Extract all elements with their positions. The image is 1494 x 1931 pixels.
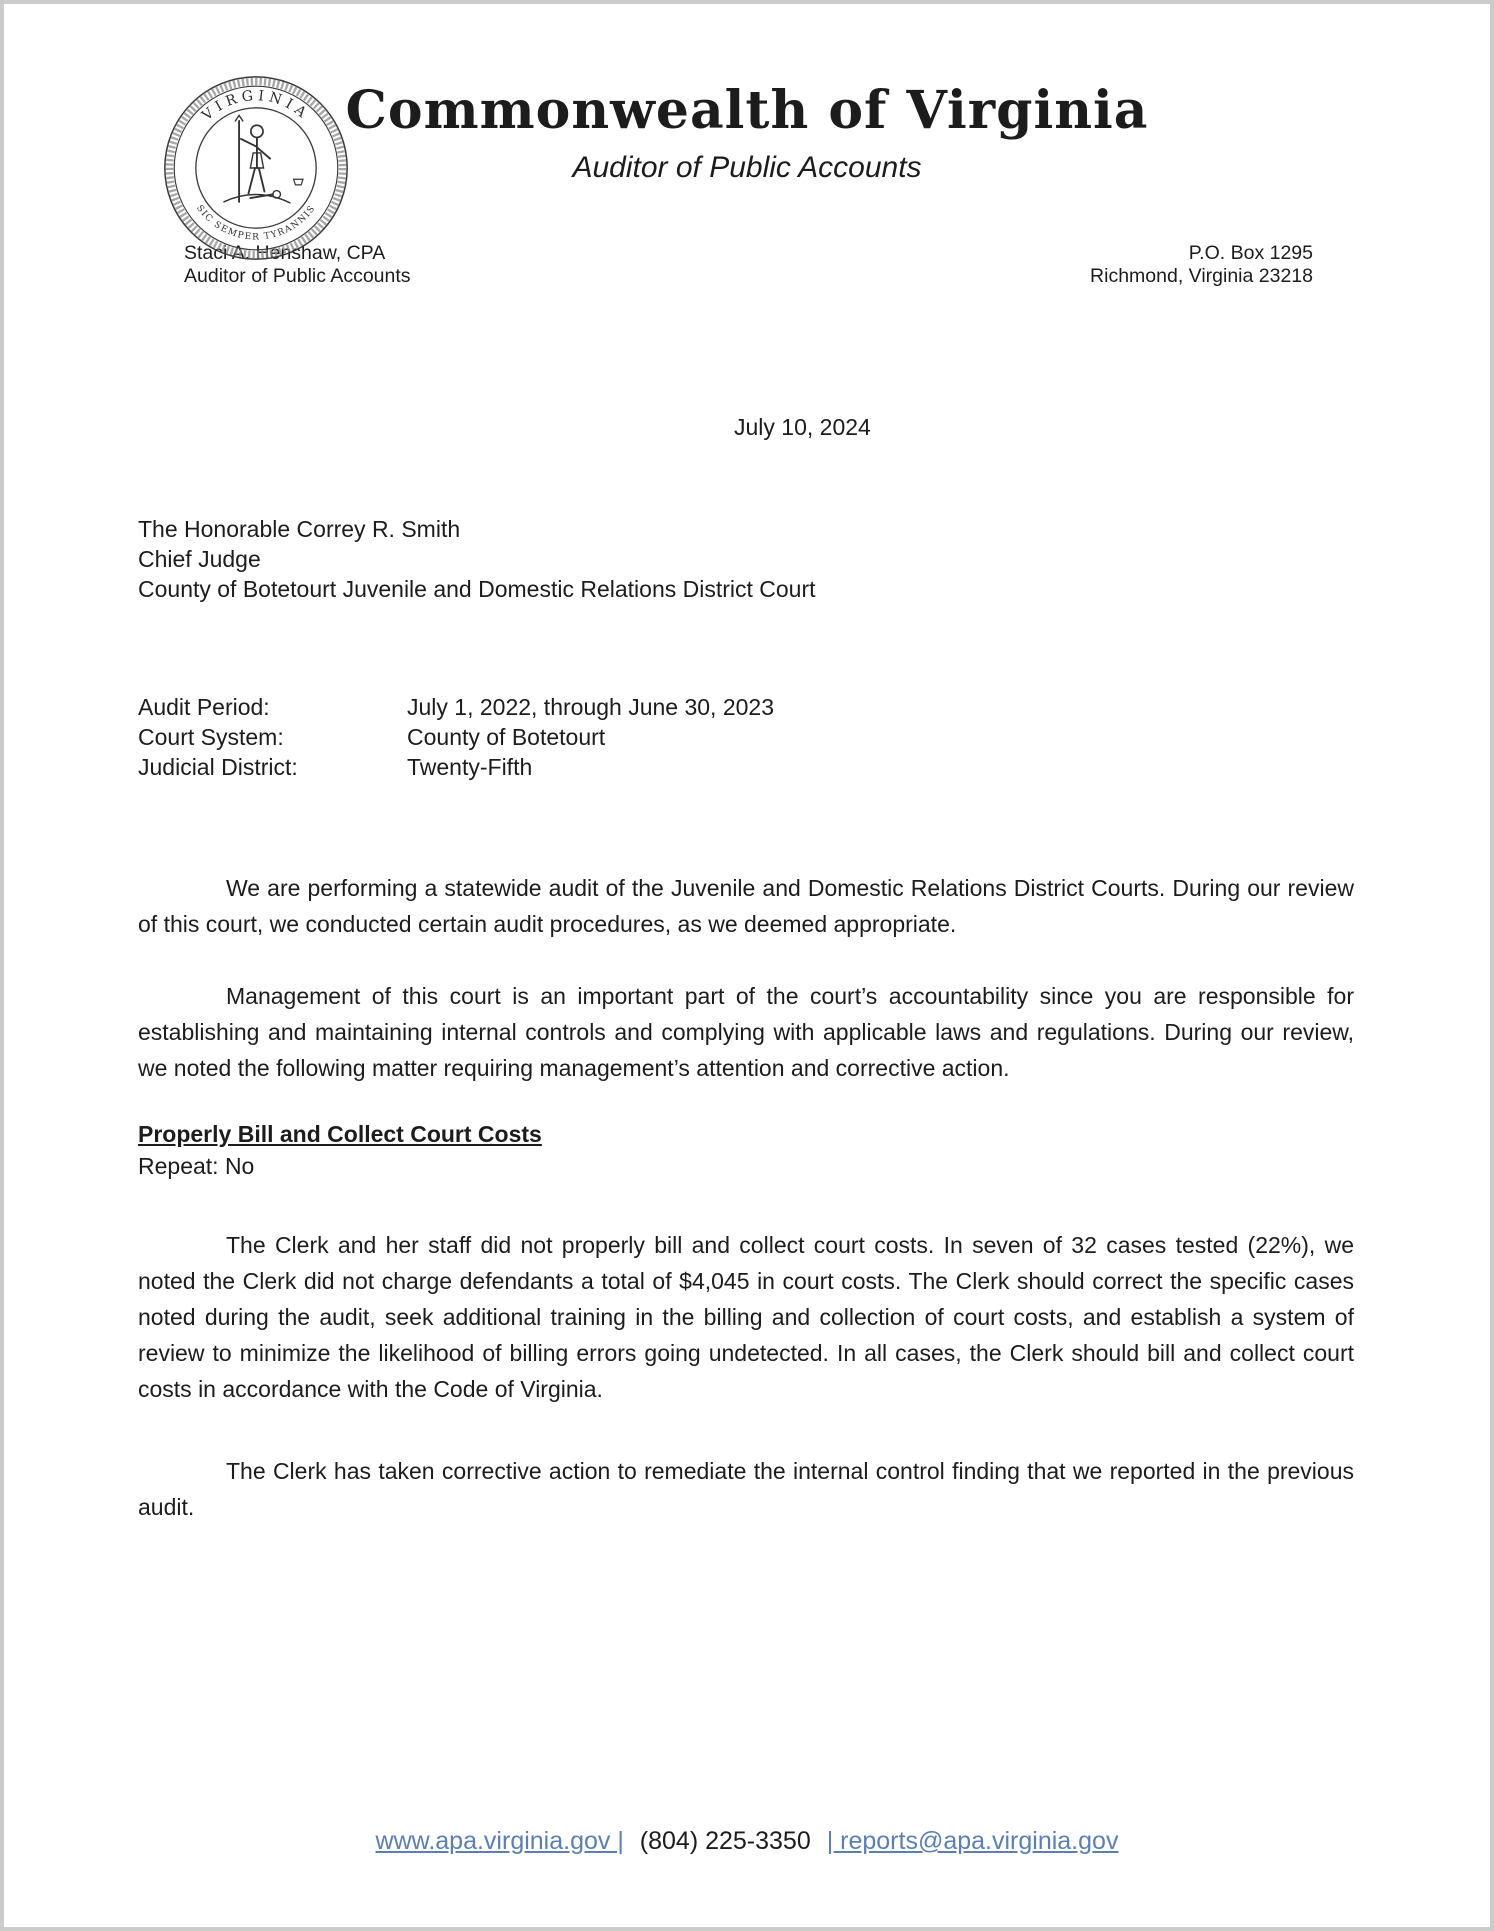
detail-value: County of Botetourt (407, 723, 606, 750)
seal-bottom-text: SIC SEMPER TYRANNIS (194, 203, 318, 243)
paragraph-finding-detail: The Clerk and her staff did not properly bill and collect court costs. In seven of 32 cases tested (22%), we noted the Clerk did not charge defendants a total of $4,045 in court costs. The Clerk should correct the specific cases noted during the audit, seek additional training in the billing and collection of court costs, and establish a system of review to minimize the likelihood of billing errors going undetected. In all cases, the Clerk should bill and collect court costs in accordance with the Code of Virginia. (138, 1231, 1354, 1402)
detail-value: July 1, 2022, through June 30, 2023 (407, 693, 775, 720)
seal-virtus-figure (224, 115, 303, 202)
finding-repeat: Repeat: No (138, 1152, 255, 1179)
detail-row-audit-period (138, 692, 1354, 722)
recipient-title: Chief Judge (138, 545, 261, 572)
recipient-block (138, 514, 1354, 604)
detail-label: Judicial District: (138, 753, 298, 780)
org-name: Commonwealth of Virginia (345, 80, 1149, 141)
detail-label: Audit Period: (138, 693, 270, 720)
seal-top-text: VIRGINIA (199, 87, 313, 124)
official-name: Staci A. Henshaw, CPA (184, 241, 386, 264)
letter-body (4, 412, 1490, 1525)
website-link[interactable]: www.apa.virginia.gov | (375, 1827, 624, 1855)
recipient-name: The Honorable Correy R. Smith (138, 515, 461, 542)
address-line2: Richmond, Virginia 23218 (1090, 264, 1313, 287)
phone-number: (804) 225-3350 (639, 1827, 811, 1855)
letter-date: July 10, 2024 (734, 413, 871, 440)
virginia-state-seal-icon (160, 74, 352, 262)
recipient-court: County of Botetourt Juvenile and Domestic Relations District Court (138, 575, 816, 602)
audit-details (138, 692, 1354, 782)
letterhead-info-row (184, 242, 1313, 288)
detail-row-court-system (138, 722, 1354, 752)
org-division: Auditor of Public Accounts (572, 150, 922, 184)
email-link[interactable]: | reports@apa.virginia.gov (826, 1827, 1119, 1855)
address-block (1090, 242, 1313, 288)
detail-value: Twenty-Fifth (407, 753, 533, 780)
official-title: Auditor of Public Accounts (184, 264, 411, 287)
paragraph-intro: We are performing a statewide audit of the Juvenile and Domestic Relations District Courts. During our review of this court, we conducted certain audit procedures, as we deemed appropriate. (138, 874, 1354, 937)
detail-row-judicial-district (138, 752, 1354, 782)
paragraph-management: Management of this court is an important part of the court’s accountability since you are responsible for establishing and maintaining internal controls and complying with applicable laws and regulations. During our review, we noted the following matter requiring management’s attention and corrective action. (138, 982, 1354, 1081)
letter-footer (4, 1826, 1490, 1856)
finding-heading: Properly Bill and Collect Court Costs (138, 1120, 542, 1147)
detail-label: Court System: (138, 723, 284, 750)
address-line1: P.O. Box 1295 (1188, 241, 1313, 264)
paragraph-corrective-action: The Clerk has taken corrective action to remediate the internal control finding that we reported in the previous audit. (138, 1457, 1354, 1520)
